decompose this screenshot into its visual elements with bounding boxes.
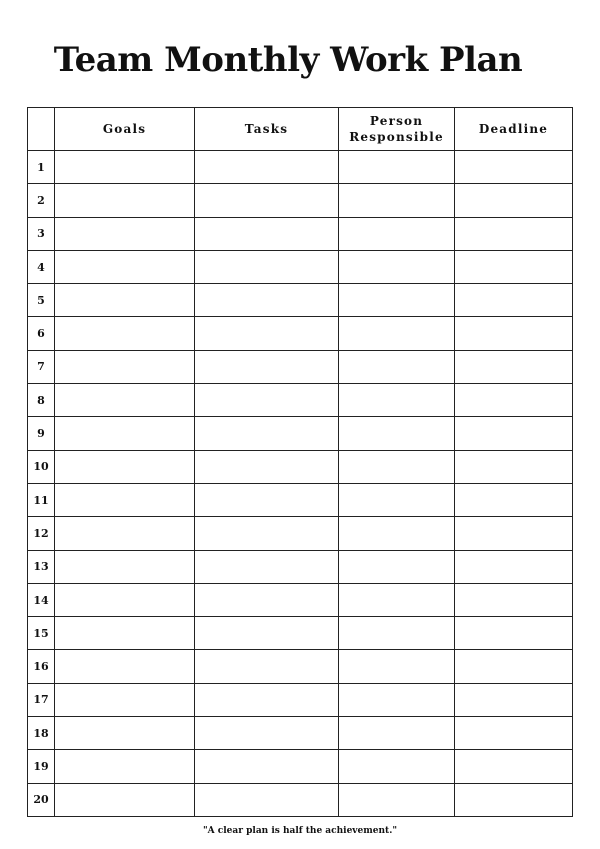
goals-cell[interactable] [55,517,195,550]
table-row [28,317,573,350]
deadline-cell[interactable] [455,417,573,450]
header-person-line1: Person [369,114,424,128]
deadline-cell[interactable] [455,384,573,417]
goals-cell[interactable] [55,384,195,417]
deadline-cell[interactable] [455,151,573,184]
tasks-cell[interactable] [195,250,339,283]
goals-cell[interactable] [55,284,195,317]
row-number: 5 [28,284,55,317]
row-number: 10 [28,450,55,483]
tasks-cell[interactable] [195,384,339,417]
table-row [28,483,573,516]
row-number: 19 [28,750,55,783]
tasks-cell[interactable] [195,683,339,716]
goals-cell[interactable] [55,184,195,217]
goals-cell[interactable] [55,617,195,650]
row-number: 17 [28,683,55,716]
person-responsible-cell[interactable] [339,284,455,317]
row-number: 15 [28,617,55,650]
goals-cell[interactable] [55,750,195,783]
row-number: 11 [28,483,55,516]
person-responsible-cell[interactable] [339,483,455,516]
deadline-cell[interactable] [455,650,573,683]
deadline-cell[interactable] [455,517,573,550]
person-responsible-cell[interactable] [339,350,455,383]
tasks-cell[interactable] [195,750,339,783]
table-row [28,650,573,683]
tasks-cell[interactable] [195,717,339,750]
deadline-cell[interactable] [455,617,573,650]
deadline-cell[interactable] [455,317,573,350]
tasks-cell[interactable] [195,650,339,683]
tasks-cell[interactable] [195,450,339,483]
tasks-cell[interactable] [195,317,339,350]
person-responsible-cell[interactable] [339,217,455,250]
goals-cell[interactable] [55,317,195,350]
person-responsible-cell[interactable] [339,717,455,750]
goals-cell[interactable] [55,550,195,583]
person-responsible-cell[interactable] [339,450,455,483]
row-number: 14 [28,583,55,616]
person-responsible-cell[interactable] [339,683,455,716]
table-row [28,583,573,616]
goals-cell[interactable] [55,583,195,616]
person-responsible-cell[interactable] [339,151,455,184]
table-row [28,384,573,417]
table-row [28,450,573,483]
goals-cell[interactable] [55,250,195,283]
table-row [28,284,573,317]
table-row [28,750,573,783]
goals-cell[interactable] [55,717,195,750]
goals-cell[interactable] [55,783,195,816]
row-number: 7 [28,350,55,383]
deadline-cell[interactable] [455,284,573,317]
person-responsible-cell[interactable] [339,550,455,583]
deadline-cell[interactable] [455,550,573,583]
tasks-cell[interactable] [195,583,339,616]
person-responsible-cell[interactable] [339,250,455,283]
tasks-cell[interactable] [195,217,339,250]
row-number: 2 [28,184,55,217]
deadline-cell[interactable] [455,583,573,616]
tasks-cell[interactable] [195,483,339,516]
tasks-cell[interactable] [195,517,339,550]
goals-cell[interactable] [55,450,195,483]
header-tasks: Tasks [195,108,339,151]
deadline-cell[interactable] [455,717,573,750]
goals-cell[interactable] [55,417,195,450]
goals-cell[interactable] [55,350,195,383]
page-title: Team Monthly Work Plan [53,40,523,80]
tasks-cell[interactable] [195,350,339,383]
person-responsible-cell[interactable] [339,417,455,450]
person-responsible-cell[interactable] [339,617,455,650]
table-row [28,550,573,583]
person-responsible-cell[interactable] [339,583,455,616]
deadline-cell[interactable] [455,683,573,716]
deadline-cell[interactable] [455,783,573,816]
tasks-cell[interactable] [195,284,339,317]
tasks-cell[interactable] [195,617,339,650]
header-number-column [28,108,55,151]
table-row [28,217,573,250]
header-person-responsible [339,108,455,151]
row-number: 13 [28,550,55,583]
deadline-cell[interactable] [455,250,573,283]
table-row [28,151,573,184]
tasks-cell[interactable] [195,151,339,184]
goals-cell[interactable] [55,650,195,683]
deadline-cell[interactable] [455,217,573,250]
row-number: 18 [28,717,55,750]
tasks-cell[interactable] [195,550,339,583]
tasks-cell[interactable] [195,184,339,217]
table-row [28,250,573,283]
goals-cell[interactable] [55,151,195,184]
person-responsible-cell[interactable] [339,317,455,350]
row-number: 16 [28,650,55,683]
tasks-cell[interactable] [195,783,339,816]
header-deadline: Deadline [455,108,573,151]
table-row [28,517,573,550]
row-number: 12 [28,517,55,550]
deadline-cell[interactable] [455,750,573,783]
row-number: 6 [28,317,55,350]
deadline-cell[interactable] [455,184,573,217]
row-number: 8 [28,384,55,417]
row-number: 20 [28,783,55,816]
person-responsible-cell[interactable] [339,384,455,417]
goals-cell[interactable] [55,683,195,716]
tasks-cell[interactable] [195,417,339,450]
person-responsible-cell[interactable] [339,184,455,217]
header-goals: Goals [55,108,195,151]
goals-cell[interactable] [55,483,195,516]
person-responsible-cell[interactable] [339,783,455,816]
deadline-cell[interactable] [455,483,573,516]
deadline-cell[interactable] [455,350,573,383]
person-responsible-cell[interactable] [339,750,455,783]
row-number: 1 [28,151,55,184]
header-person-line2: Responsible [349,130,444,144]
table-row [28,417,573,450]
row-number: 4 [28,250,55,283]
work-plan-table [27,107,573,817]
table-row [28,350,573,383]
person-responsible-cell[interactable] [339,650,455,683]
footer-quote: "A clear plan is half the achievement." [202,826,398,836]
table-header-row [28,108,573,151]
table-row [28,717,573,750]
person-responsible-cell[interactable] [339,517,455,550]
table-row [28,617,573,650]
table-row [28,783,573,816]
row-number: 9 [28,417,55,450]
table-row [28,184,573,217]
table-row [28,683,573,716]
goals-cell[interactable] [55,217,195,250]
row-number: 3 [28,217,55,250]
table-body [28,151,573,817]
deadline-cell[interactable] [455,450,573,483]
